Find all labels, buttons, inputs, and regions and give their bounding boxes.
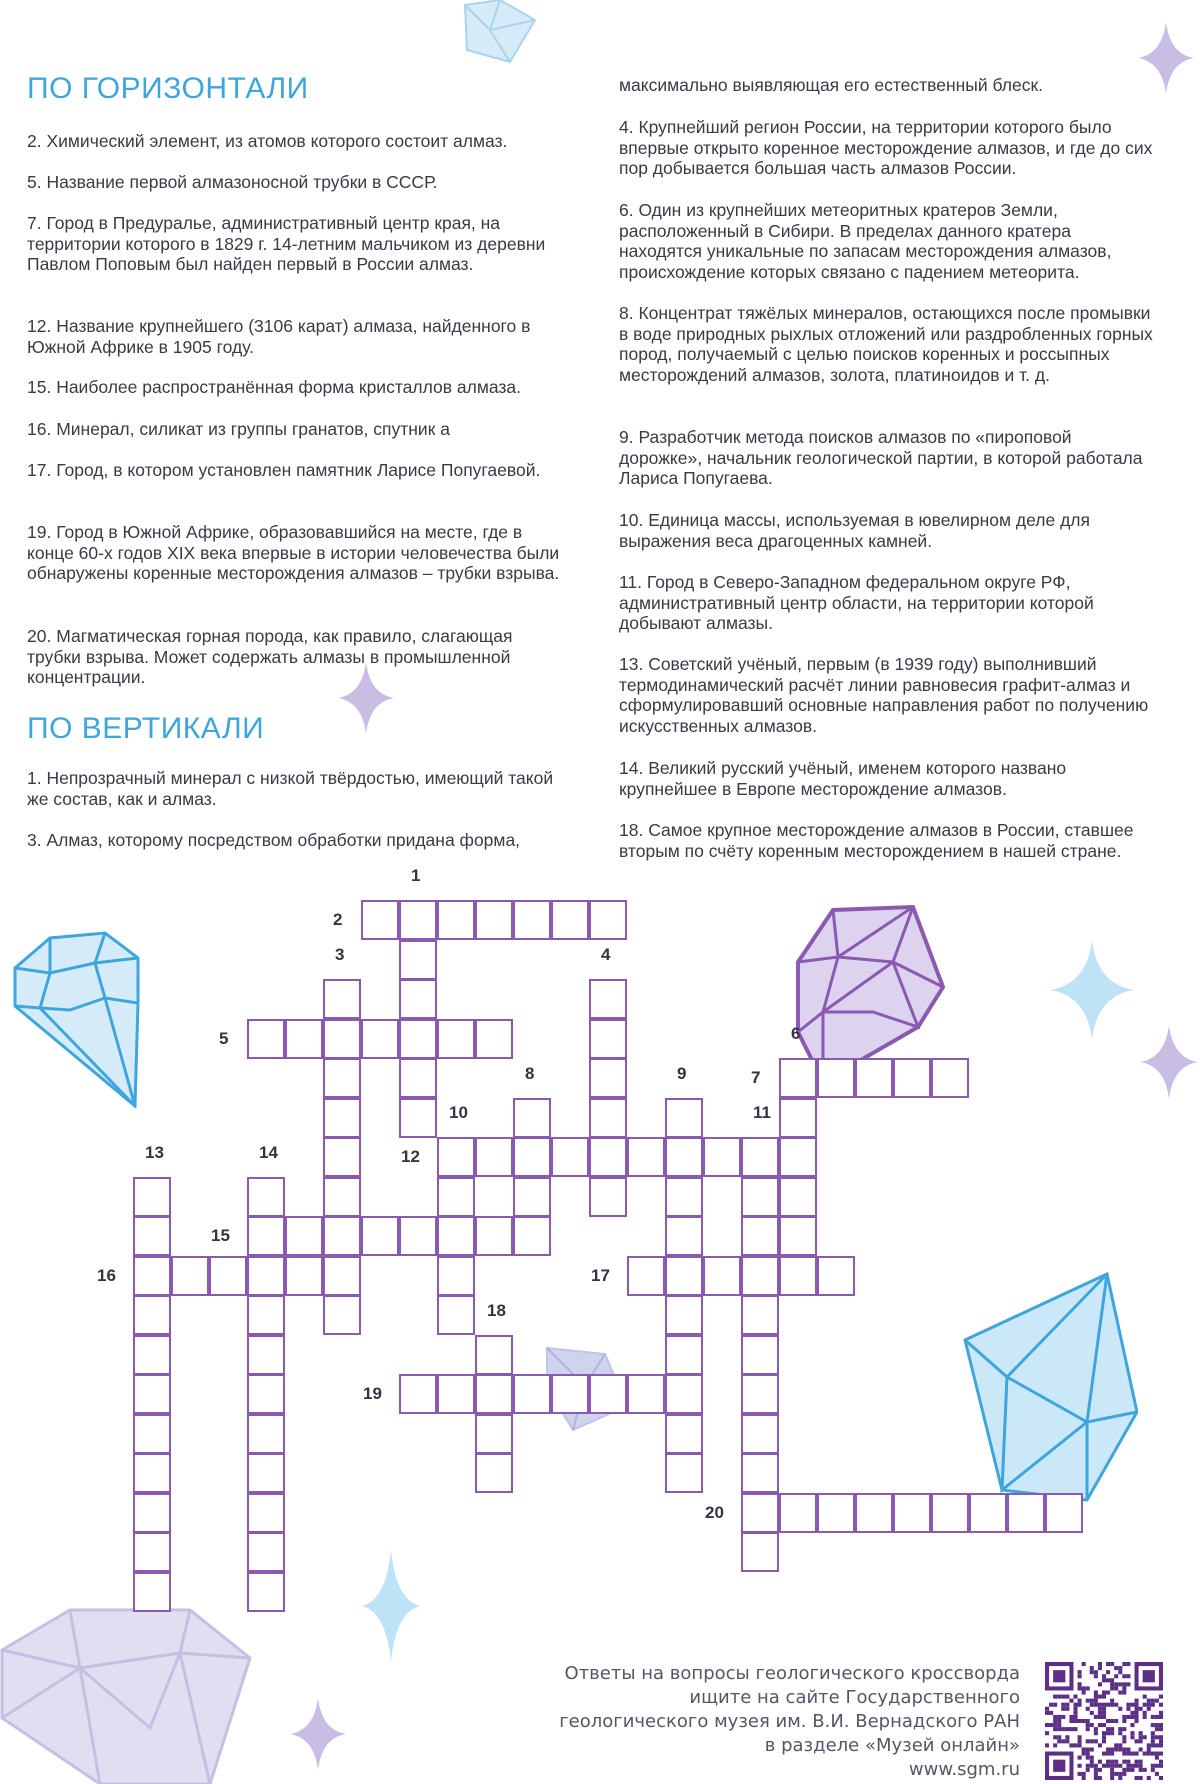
clue-across-16: 16. Минерал, силикат из группы гранатов, спутник а [27, 419, 450, 439]
grid-cell[interactable] [437, 1374, 475, 1414]
grid-cell[interactable] [437, 1256, 475, 1296]
grid-cell[interactable] [665, 1098, 703, 1138]
heading-across: ПО ГОРИЗОНТАЛИ [27, 72, 309, 105]
grid-cell[interactable] [437, 1216, 475, 1256]
grid-cell[interactable] [589, 1374, 627, 1414]
grid-cell[interactable] [855, 1493, 893, 1533]
grid-cell[interactable] [741, 1493, 779, 1533]
clue-down-18: 18. Самое крупное месторождение алмазов в России, ставшее вторым по счёту коренным месторождением в нашей стране. [619, 820, 1134, 861]
grid-cell[interactable] [741, 1295, 779, 1335]
grid-cell[interactable] [285, 1019, 323, 1059]
grid-cell[interactable] [323, 1137, 361, 1177]
grid-cell[interactable] [437, 1137, 475, 1177]
footer-line: в разделе «Музей онлайн» [764, 1735, 1020, 1756]
clue-number-12: 12 [401, 1147, 420, 1166]
grid-cell[interactable] [399, 1374, 437, 1414]
clue-number-1: 1 [411, 866, 421, 885]
grid-cell[interactable] [323, 1256, 361, 1296]
grid-cell[interactable] [589, 1019, 627, 1059]
grid-cell[interactable] [323, 1019, 361, 1059]
grid-cell[interactable] [893, 1493, 931, 1533]
clue-down-4: 4. Крупнейший регион России, на территории которого было впервые открыто коренное месторождение алмазов, и где до сих пор добывается большая часть алмазов России. [619, 117, 1153, 178]
grid-cell[interactable] [589, 979, 627, 1019]
grid-cell[interactable] [1045, 1493, 1083, 1533]
sparkle-icon [290, 1698, 346, 1770]
grid-cell[interactable] [247, 1453, 285, 1493]
grid-cell[interactable] [437, 900, 475, 940]
grid-cell[interactable] [817, 1058, 855, 1098]
grid-cell[interactable] [741, 1177, 779, 1217]
grid-cell[interactable] [627, 1256, 665, 1296]
footer-note [460, 1662, 1020, 1782]
grid-cell[interactable] [741, 1137, 779, 1177]
clue-number-9: 9 [677, 1063, 687, 1083]
grid-cell[interactable] [133, 1453, 171, 1493]
grid-cell[interactable] [285, 1256, 323, 1296]
grid-cell[interactable] [817, 1493, 855, 1533]
grid-cell[interactable] [247, 1532, 285, 1572]
grid-cell[interactable] [741, 1374, 779, 1414]
grid-cell[interactable] [931, 1058, 969, 1098]
grid-cell[interactable] [665, 1453, 703, 1493]
grid-cell[interactable] [779, 1493, 817, 1533]
grid-cell[interactable] [247, 1177, 285, 1217]
grid-cell[interactable] [399, 1098, 437, 1138]
clue-across-7: 7. Город в Предуралье, административный центр края, на территории которого в 1829 г. 14-летним мальчиком из деревни Павлом Поповым был найден первый в России алмаз. [27, 213, 546, 274]
grid-cell[interactable] [323, 1058, 361, 1098]
grid-cell[interactable] [475, 1374, 513, 1414]
grid-cell[interactable] [133, 1216, 171, 1256]
grid-cell[interactable] [133, 1177, 171, 1217]
grid-cell[interactable] [209, 1256, 247, 1296]
grid-cell[interactable] [589, 1137, 627, 1177]
grid-cell[interactable] [627, 1137, 665, 1177]
grid-cell[interactable] [247, 1414, 285, 1454]
clue-down-10: 10. Единица массы, используемая в ювелирном деле для выражения веса драгоценных камней. [619, 510, 1090, 551]
grid-cell[interactable] [513, 1216, 551, 1256]
clue-number-4: 4 [601, 945, 611, 964]
crossword-grid [0, 860, 1200, 1640]
grid-cell[interactable] [475, 1335, 513, 1375]
grid-cell[interactable] [247, 1572, 285, 1612]
clue-number-10: 10 [449, 1103, 468, 1122]
grid-cell[interactable] [133, 1414, 171, 1454]
grid-cell[interactable] [665, 1295, 703, 1335]
clue-number-19: 19 [363, 1384, 382, 1403]
grid-cell[interactable] [779, 1137, 817, 1177]
grid-cell[interactable] [399, 900, 437, 940]
grid-cell[interactable] [171, 1256, 209, 1296]
grid-cell[interactable] [513, 900, 551, 940]
grid-cell[interactable] [475, 900, 513, 940]
footer-line: Ответы на вопросы геологического кроссворда [564, 1663, 1020, 1684]
clue-number-13: 13 [145, 1142, 164, 1162]
grid-cell[interactable] [475, 1019, 513, 1059]
grid-cell[interactable] [589, 1177, 627, 1217]
grid-cell[interactable] [133, 1493, 171, 1533]
grid-cell[interactable] [589, 1058, 627, 1098]
grid-cell[interactable] [741, 1453, 779, 1493]
grid-cell[interactable] [475, 1414, 513, 1454]
grid-cell[interactable] [931, 1493, 969, 1533]
grid-cell[interactable] [437, 1019, 475, 1059]
clue-across-15: 15. Наиболее распространённая форма кристаллов алмаза. [27, 377, 522, 397]
clue-across-19: 19. Город в Южной Африке, образовавшийся на месте, где в конце 60-х годов XIX века впервые в истории человечества были обнаружены коренные месторождения алмазов – трубки взрыва. [27, 522, 560, 583]
grid-cell[interactable] [665, 1256, 703, 1296]
grid-cell[interactable] [247, 1256, 285, 1296]
grid-cell[interactable] [133, 1374, 171, 1414]
grid-cell[interactable] [741, 1532, 779, 1572]
grid-cell[interactable] [741, 1335, 779, 1375]
grid-cell[interactable] [551, 1374, 589, 1414]
clue-number-20: 20 [705, 1502, 724, 1522]
grid-cell[interactable] [665, 1335, 703, 1375]
grid-cell[interactable] [437, 1295, 475, 1335]
website-link[interactable]: www.sgm.ru [908, 1759, 1020, 1780]
clue-across-17: 17. Город, в котором установлен памятник Ларисе Попугаевой. [27, 460, 541, 480]
clue-down-3: 3. Алмаз, которому посредством обработки придана форма, [27, 830, 521, 850]
clues-section [0, 0, 1200, 870]
grid-cell[interactable] [665, 1414, 703, 1454]
grid-cell[interactable] [361, 900, 399, 940]
grid-cell[interactable] [513, 1137, 551, 1177]
clue-number-18: 18 [487, 1300, 506, 1320]
grid-cell[interactable] [703, 1256, 741, 1296]
grid-cell[interactable] [855, 1058, 893, 1098]
grid-cell[interactable] [627, 1374, 665, 1414]
grid-cell[interactable] [361, 1019, 399, 1059]
grid-cell[interactable] [133, 1532, 171, 1572]
grid-cell[interactable] [779, 1216, 817, 1256]
grid-cell[interactable] [741, 1216, 779, 1256]
clue-number-7: 7 [751, 1068, 761, 1087]
grid-cell[interactable] [323, 1295, 361, 1335]
grid-cell[interactable] [323, 1098, 361, 1138]
grid-cell[interactable] [665, 1374, 703, 1414]
grid-cell[interactable] [779, 1098, 817, 1138]
grid-cell[interactable] [247, 1493, 285, 1533]
grid-cell[interactable] [133, 1295, 171, 1335]
grid-cell[interactable] [323, 1177, 361, 1217]
grid-cell[interactable] [665, 1177, 703, 1217]
clue-down-14: 14. Великий русский учёный, именем которого названо крупнейшее в Европе месторождение алмазов. [619, 758, 1067, 799]
clue-number-15: 15 [211, 1226, 230, 1245]
grid-cell[interactable] [513, 1098, 551, 1138]
grid-cell[interactable] [741, 1256, 779, 1296]
grid-cell[interactable] [513, 1177, 551, 1217]
clue-number-2: 2 [333, 910, 343, 929]
grid-cell[interactable] [399, 1058, 437, 1098]
grid-cell[interactable] [323, 979, 361, 1019]
grid-cell[interactable] [589, 900, 627, 940]
grid-cell[interactable] [399, 1216, 437, 1256]
clue-down-11: 11. Город в Северо-Западном федеральном округе РФ, административный центр области, на территории которой добывают алмазы. [619, 572, 1094, 633]
clue-down-13: 13. Советский учёный, первым (в 1939 году) выполнивший термодинамический расчёт линии равновесия графит-алмаз и сформулировавший основные направления работ по получению искусственных алмазов. [619, 654, 1149, 736]
grid-cell[interactable] [399, 979, 437, 1019]
clue-down-3-continued: максимально выявляющая его естественный блеск. [619, 75, 1043, 95]
clue-down-1: 1. Непрозрачный минерал с низкой твёрдостью, имеющий такой же состав, как и алмаз. [27, 768, 554, 809]
grid-cell[interactable] [1007, 1493, 1045, 1533]
clue-number-8: 8 [525, 1063, 535, 1083]
clue-number-14: 14 [259, 1142, 278, 1162]
heading-down: ПО ВЕРТИКАЛИ [27, 712, 265, 745]
grid-cell[interactable] [551, 1137, 589, 1177]
grid-cell[interactable] [133, 1256, 171, 1296]
qr-code-icon[interactable] [1045, 1662, 1163, 1780]
clue-across-2: 2. Химический элемент, из атомов которого состоит алмаз. [27, 131, 508, 151]
grid-cell[interactable] [247, 1374, 285, 1414]
grid-cell[interactable] [399, 1019, 437, 1059]
grid-cell[interactable] [665, 1137, 703, 1177]
clue-number-17: 17 [591, 1265, 610, 1285]
grid-cell[interactable] [285, 1216, 323, 1256]
clue-down-8: 8. Концентрат тяжёлых минералов, остающихся после промывки в воде природных рыхлых отложений или раздробленных горных пород, получаемый с целью поисков коренных и россыпных месторождений алмазов, золота, платиноидов и т. д. [619, 303, 1153, 385]
clue-number-6: 6 [791, 1024, 801, 1043]
clue-down-6: 6. Один из крупнейших метеоритных кратеров Земли, расположенный в Сибири. В пределах данного кратера находятся уникальные по запасам месторождения алмазов, происхождение которых связано с падением метеорита. [619, 200, 1112, 282]
clue-across-20: 20. Магматическая горная порода, как правило, слагающая трубки взрыва. Может содержать алмазы в промышленной концентрации. [27, 626, 513, 687]
clue-across-5: 5. Название первой алмазоносной трубки в СССР. [27, 172, 438, 192]
grid-cell[interactable] [247, 1019, 285, 1059]
clue-number-11: 11 [753, 1103, 771, 1122]
clue-across-12: 12. Название крупнейшего (3106 карат) алмаза, найденного в Южной Африке в 1905 году. [27, 316, 531, 357]
grid-cell[interactable] [399, 940, 437, 980]
grid-cell[interactable] [741, 1414, 779, 1454]
grid-cell[interactable] [247, 1216, 285, 1256]
grid-cell[interactable] [513, 1374, 551, 1414]
grid-cell[interactable] [361, 1216, 399, 1256]
grid-cell[interactable] [817, 1256, 855, 1296]
grid-cell[interactable] [665, 1216, 703, 1256]
grid-cell[interactable] [779, 1058, 817, 1098]
footer-line: ищите на сайте Государственного [689, 1687, 1020, 1708]
grid-cell[interactable] [475, 1216, 513, 1256]
grid-cell[interactable] [133, 1335, 171, 1375]
grid-cell[interactable] [437, 1177, 475, 1217]
footer-line: геологического музея им. В.И. Вернадского РАН [559, 1711, 1020, 1732]
clue-number-3: 3 [335, 945, 345, 964]
grid-cell[interactable] [551, 900, 589, 940]
grid-cell[interactable] [893, 1058, 931, 1098]
grid-cell[interactable] [475, 1453, 513, 1493]
grid-cell[interactable] [969, 1493, 1007, 1533]
grid-cell[interactable] [323, 1216, 361, 1256]
grid-cell[interactable] [247, 1295, 285, 1335]
clue-number-16: 16 [97, 1265, 116, 1285]
grid-cell[interactable] [589, 1098, 627, 1138]
clue-number-5: 5 [219, 1028, 229, 1048]
grid-cell[interactable] [475, 1137, 513, 1177]
grid-cell[interactable] [779, 1177, 817, 1217]
clue-down-9: 9. Разработчик метода поисков алмазов по «пироповой дорожке», начальник геологической партии, в которой работала Лариса Попугаева. [619, 427, 1143, 488]
grid-cell[interactable] [247, 1335, 285, 1375]
grid-cell[interactable] [133, 1572, 171, 1612]
grid-cell[interactable] [703, 1137, 741, 1177]
grid-cell[interactable] [779, 1256, 817, 1296]
